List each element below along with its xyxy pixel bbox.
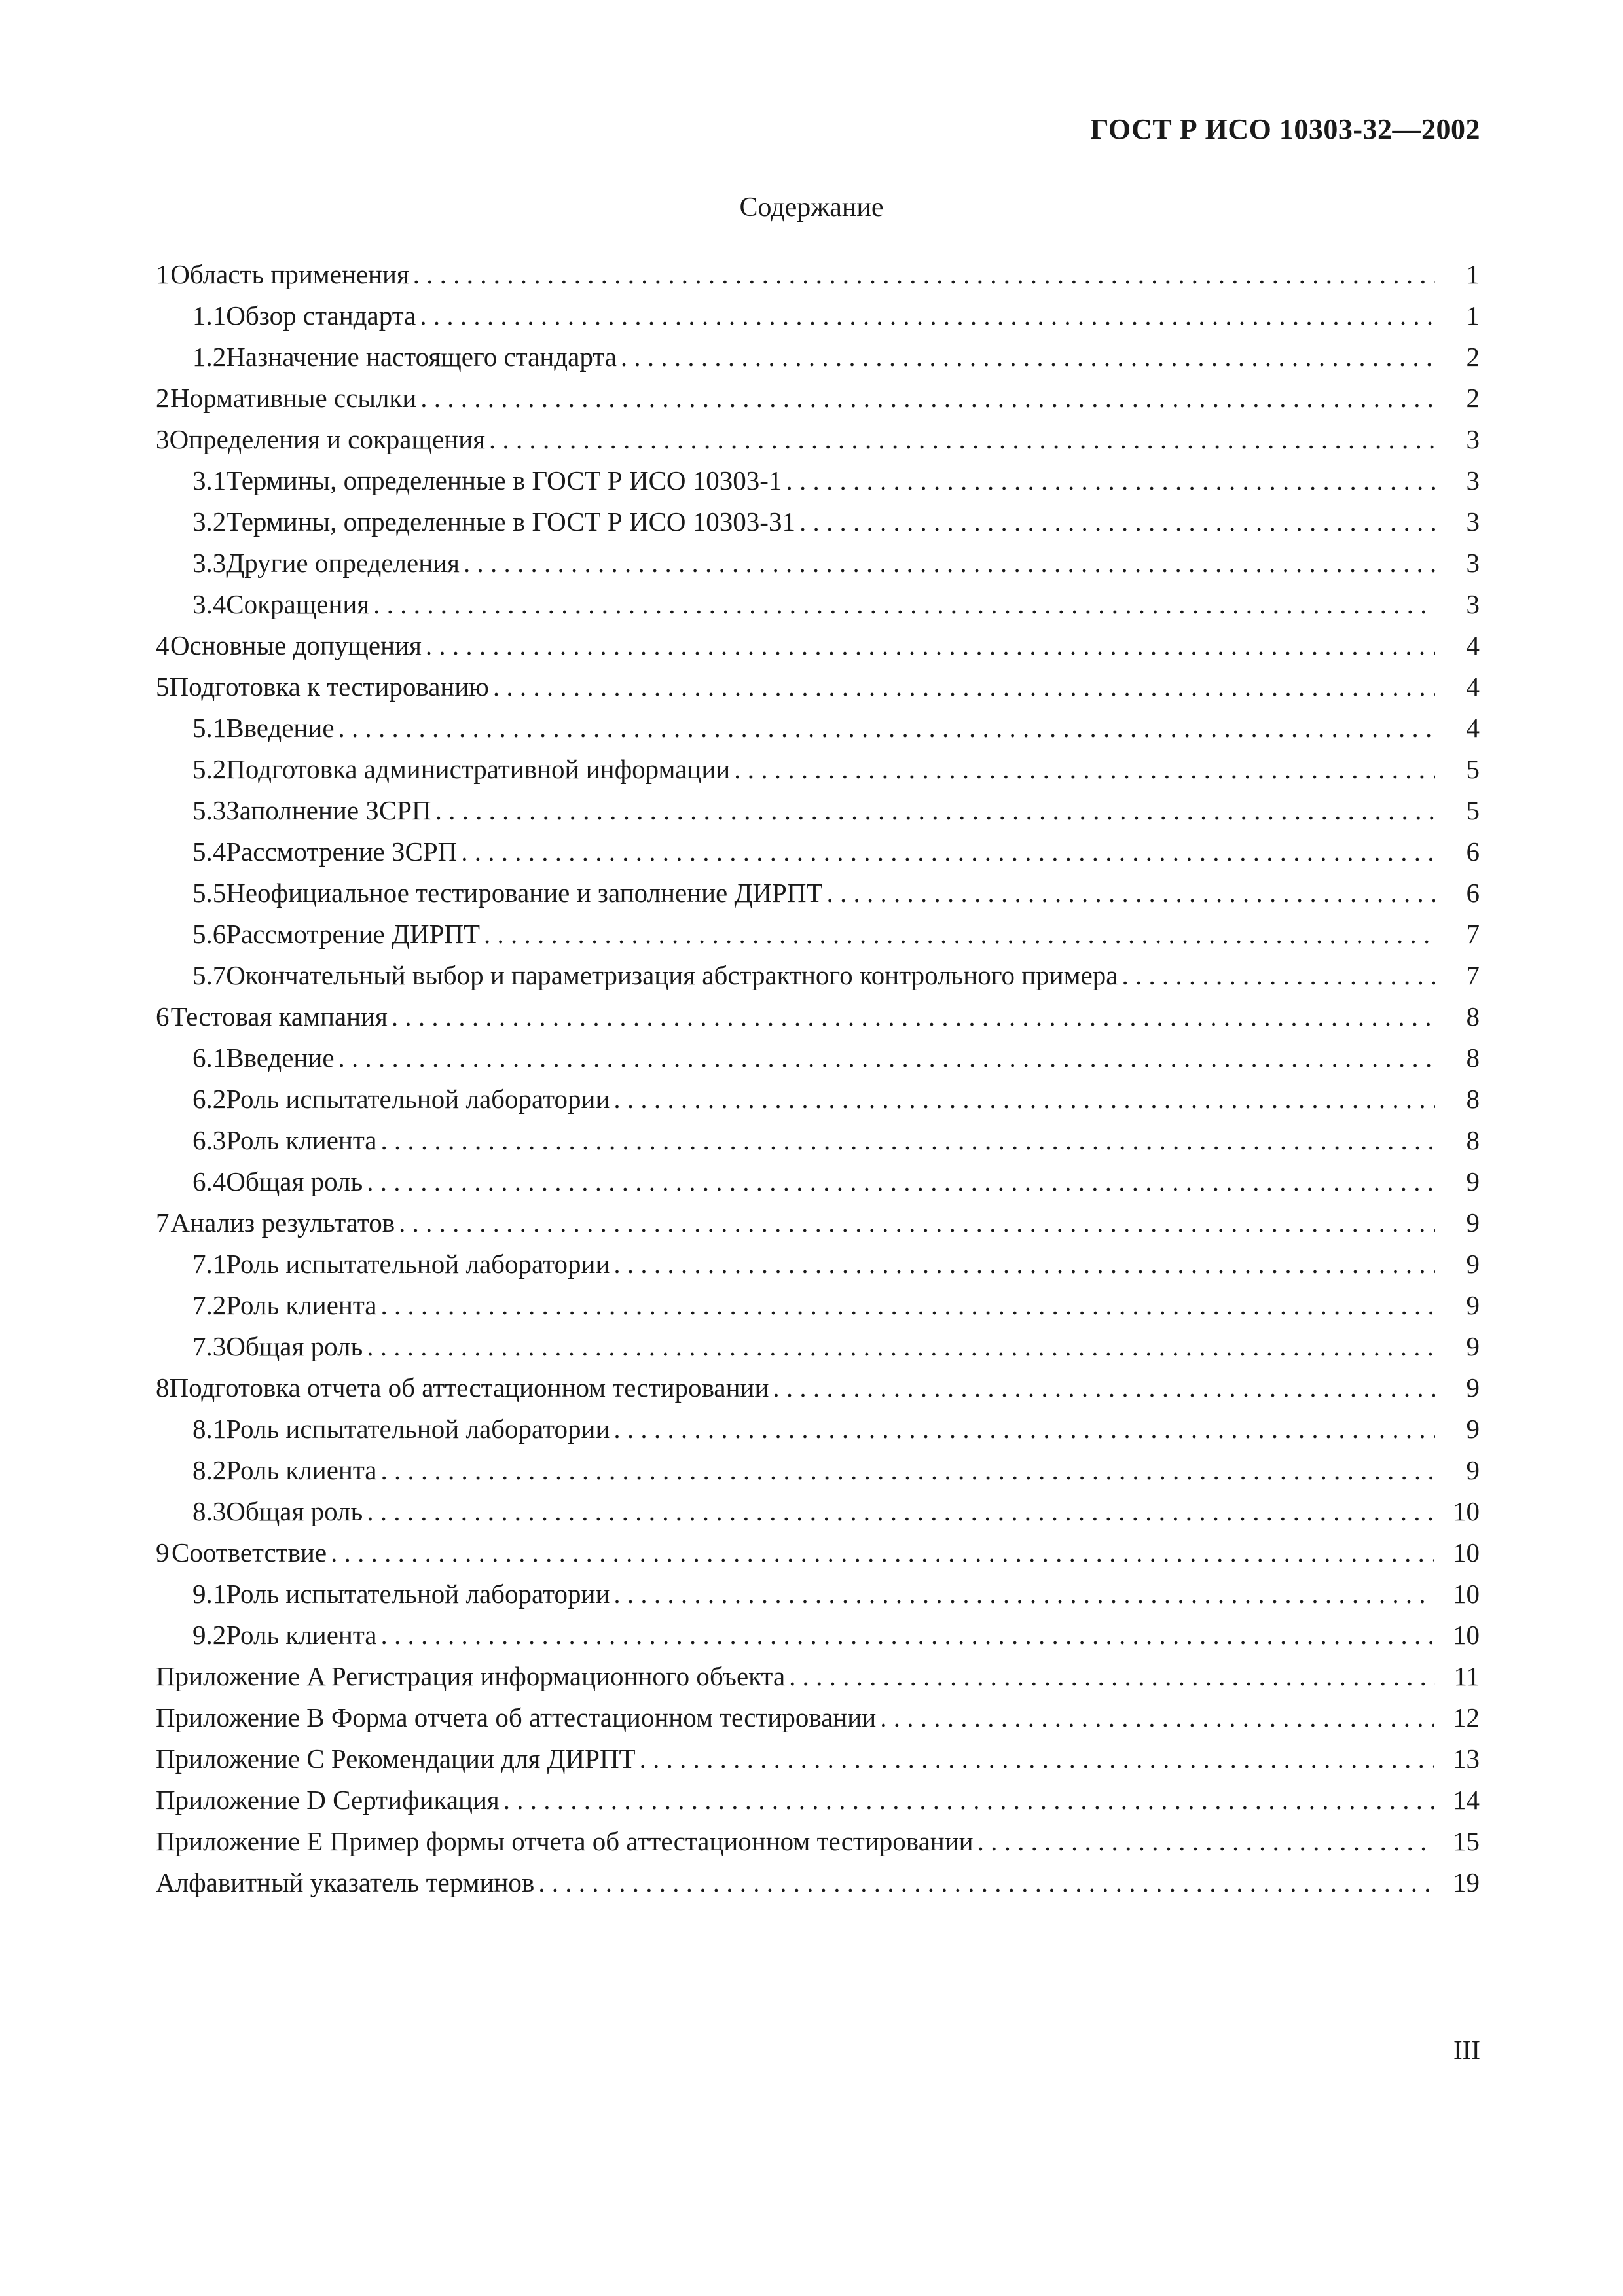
toc-entry (156, 254, 1480, 295)
toc-entry (156, 1738, 1480, 1780)
toc-entry (156, 1037, 1480, 1079)
toc-entry-page: 9 (1466, 1249, 1480, 1279)
toc-entry (156, 295, 1480, 336)
dot-leader (426, 625, 1435, 666)
toc-entry-page: 19 (1453, 1867, 1480, 1897)
toc-entry-page: 3 (1466, 465, 1480, 495)
dot-leader (338, 1037, 1435, 1079)
toc-entry-title: Роль клиента (226, 1455, 377, 1485)
toc-entry (156, 1285, 1480, 1326)
toc-entry-number: 5.1 (192, 713, 227, 743)
dot-leader (503, 1780, 1434, 1821)
toc-entry-title: Нормативные ссылки (170, 383, 417, 413)
toc-entry (156, 501, 1480, 543)
toc-entry-number: 5 (156, 672, 170, 702)
dot-leader (734, 749, 1435, 790)
toc-entry-title: Общая роль (226, 1331, 363, 1361)
dot-leader (827, 872, 1436, 914)
toc-entry-title: Термины, определенные в ГОСТ Р ИСО 10303-31 (226, 507, 795, 537)
toc-entry-title: Рассмотрение ЗСРП (226, 836, 458, 867)
dot-leader (399, 1202, 1435, 1244)
toc-entry-title: Подготовка отчета об аттестационном тестировании (169, 1372, 769, 1403)
toc-entry-title: Общая роль (226, 1496, 363, 1526)
toc-entry-page: 14 (1453, 1785, 1480, 1815)
toc-entry (156, 543, 1480, 584)
dot-leader (373, 584, 1435, 625)
toc-entry (156, 1615, 1480, 1656)
toc-entry (156, 914, 1480, 955)
toc-entry-page: 6 (1466, 878, 1480, 908)
toc-entry-title: Роль испытательной лаборатории (226, 1579, 610, 1609)
toc-entry (156, 460, 1480, 501)
dot-leader (613, 1244, 1435, 1285)
toc-entry-page: 4 (1466, 713, 1480, 743)
toc-entry-number: 3.2 (192, 507, 227, 537)
toc-entry (156, 1202, 1480, 1244)
toc-entry-number: 8.3 (192, 1496, 227, 1526)
toc-entry (156, 872, 1480, 914)
toc-entry-page: 4 (1466, 672, 1480, 702)
toc-entry (156, 1697, 1480, 1738)
toc-entry-page: 5 (1466, 795, 1480, 825)
toc-entry-title: Анализ результатов (170, 1208, 395, 1238)
dot-leader (380, 1285, 1435, 1326)
toc-entry-number: 3.3 (192, 548, 227, 578)
toc-entry-page: 9 (1466, 1166, 1480, 1196)
dot-leader (789, 1656, 1435, 1697)
toc-entry-page: 10 (1453, 1496, 1480, 1526)
dot-leader (621, 336, 1435, 378)
toc-entry-number: 6.2 (192, 1084, 227, 1114)
toc-entry (156, 1573, 1480, 1615)
toc-entry-number: 3.4 (192, 589, 227, 619)
toc-entry-number: 5.7 (192, 960, 227, 990)
toc-entry-number: 7 (156, 1208, 170, 1238)
toc-entry-title: Подготовка к тестированию (169, 672, 489, 702)
dot-leader (538, 1862, 1434, 1903)
toc-entry-number: 6.4 (192, 1166, 227, 1196)
toc-entry-number: 7.2 (192, 1290, 227, 1320)
toc-entry (156, 1367, 1480, 1408)
toc-entry (156, 1821, 1480, 1862)
toc-entry-page: 2 (1466, 383, 1480, 413)
toc-entry (156, 1491, 1480, 1532)
toc-entry-page: 12 (1453, 1702, 1480, 1732)
toc-entry-title: Роль клиента (226, 1125, 377, 1155)
toc-entry-page: 1 (1466, 259, 1480, 289)
toc-entry-number: 5.5 (192, 878, 227, 908)
toc-entry (156, 1161, 1480, 1202)
dot-leader (413, 254, 1435, 295)
toc-entry (156, 378, 1480, 419)
toc-entry-title: Введение (226, 1043, 335, 1073)
toc-entry-number: 5.2 (192, 754, 227, 784)
toc-entry (156, 831, 1480, 872)
toc-entry (156, 955, 1480, 996)
toc-entry-title: Роль испытательной лаборатории (226, 1084, 610, 1114)
toc-entry-title: Сокращения (226, 589, 370, 619)
toc-entry-number: 7.1 (192, 1249, 227, 1279)
toc-entry-page: 9 (1466, 1208, 1480, 1238)
toc-entry-number: 9 (156, 1537, 170, 1568)
dot-leader (420, 378, 1435, 419)
toc-entry-number: 6.1 (192, 1043, 227, 1073)
toc-entry-page: 4 (1466, 630, 1480, 660)
toc-entry-title: Приложение D Сертификация (156, 1785, 500, 1815)
dot-leader (464, 543, 1435, 584)
toc-entry-number: 1.2 (192, 342, 227, 372)
toc-entry (156, 1780, 1480, 1821)
toc-entry-page: 8 (1466, 1001, 1480, 1031)
dot-leader (640, 1738, 1434, 1780)
toc-entry-page: 10 (1453, 1579, 1480, 1609)
dot-leader (613, 1408, 1435, 1450)
dot-leader (420, 295, 1435, 336)
toc-entry-title: Соответствие (172, 1537, 327, 1568)
toc-entry-number: 9.2 (192, 1620, 227, 1650)
dot-leader (1122, 955, 1435, 996)
toc-entry (156, 419, 1480, 460)
dot-leader (338, 708, 1435, 749)
toc-entry-page: 3 (1466, 507, 1480, 537)
toc-entry-page: 10 (1453, 1620, 1480, 1650)
dot-leader (977, 1821, 1434, 1862)
toc-entry (156, 1862, 1480, 1903)
toc-entry (156, 336, 1480, 378)
toc-entry-number: 1 (156, 259, 170, 289)
toc-entry-number: 6 (156, 1001, 170, 1031)
toc-entry-number: 8.1 (192, 1414, 227, 1444)
toc-entry-page: 5 (1466, 754, 1480, 784)
dot-leader (367, 1326, 1435, 1367)
dot-leader (773, 1367, 1435, 1408)
dot-leader (380, 1120, 1435, 1161)
dot-leader (484, 914, 1435, 955)
dot-leader (613, 1573, 1434, 1615)
toc-entry-title: Введение (226, 713, 335, 743)
toc-entry (156, 1656, 1480, 1697)
toc-entry-number: 2 (156, 383, 170, 413)
toc-entry-page: 9 (1466, 1290, 1480, 1320)
toc-entry-page: 7 (1466, 919, 1480, 949)
toc-entry-title: Заполнение ЗСРП (226, 795, 431, 825)
toc-entry-number: 5.4 (192, 836, 227, 867)
toc-entry (156, 1244, 1480, 1285)
toc-entry-title: Неофициальное тестирование и заполнение ДИРПТ (226, 878, 823, 908)
toc-entry-title: Обзор стандарта (226, 300, 416, 331)
table-of-contents (156, 254, 1480, 1903)
toc-entry-number: 6.3 (192, 1125, 227, 1155)
toc-entry-title: Приложение B Форма отчета об аттестационном тестировании (156, 1702, 877, 1732)
toc-entry-page: 8 (1466, 1043, 1480, 1073)
toc-entry (156, 584, 1480, 625)
toc-entry (156, 1408, 1480, 1450)
toc-entry (156, 1532, 1480, 1573)
toc-entry-page: 10 (1453, 1537, 1480, 1568)
toc-entry-number: 5.6 (192, 919, 227, 949)
toc-entry-number: 7.3 (192, 1331, 227, 1361)
toc-entry (156, 666, 1480, 708)
toc-entry-title: Приложение A Регистрация информационного объекта (156, 1661, 786, 1691)
dot-leader (380, 1615, 1434, 1656)
toc-entry-number: 3.1 (192, 465, 227, 495)
toc-entry-page: 8 (1466, 1084, 1480, 1114)
toc-entry-number: 9.1 (192, 1579, 227, 1609)
toc-entry-title: Алфавитный указатель терминов (156, 1867, 535, 1897)
toc-entry-title: Приложение E Пример формы отчета об аттестационном тестировании (156, 1826, 974, 1856)
toc-entry-title: Роль испытательной лаборатории (226, 1249, 610, 1279)
toc-entry-title: Роль клиента (226, 1290, 377, 1320)
toc-entry (156, 749, 1480, 790)
toc-entry-page: 8 (1466, 1125, 1480, 1155)
toc-entry-title: Роль испытательной лаборатории (226, 1414, 610, 1444)
dot-leader (493, 666, 1435, 708)
toc-entry-page: 3 (1466, 424, 1480, 454)
toc-entry-title: Приложение C Рекомендации для ДИРПТ (156, 1744, 636, 1774)
toc-entry (156, 790, 1480, 831)
toc-entry-page: 7 (1466, 960, 1480, 990)
dot-leader (786, 460, 1435, 501)
toc-entry-title: Определения и сокращения (169, 424, 485, 454)
document-header: ГОСТ Р ИСО 10303-32—2002 (1090, 113, 1480, 145)
toc-entry-page: 6 (1466, 836, 1480, 867)
toc-entry (156, 708, 1480, 749)
toc-entry-title: Роль клиента (226, 1620, 377, 1650)
toc-entry-number: 8 (156, 1372, 170, 1403)
toc-entry (156, 1120, 1480, 1161)
toc-entry (156, 1450, 1480, 1491)
dot-leader (435, 790, 1435, 831)
toc-entry-page: 3 (1466, 589, 1480, 619)
toc-entry-page: 15 (1453, 1826, 1480, 1856)
toc-entry-page: 9 (1466, 1331, 1480, 1361)
toc-entry (156, 625, 1480, 666)
toc-entry-page: 9 (1466, 1414, 1480, 1444)
toc-entry-title: Тестовая кампания (170, 1001, 388, 1031)
dot-leader (799, 501, 1435, 543)
toc-entry-page: 2 (1466, 342, 1480, 372)
toc-entry (156, 1326, 1480, 1367)
dot-leader (613, 1079, 1435, 1120)
toc-entry-number: 1.1 (192, 300, 227, 331)
toc-entry-title: Окончательный выбор и параметризация абстрактного контрольного примера (226, 960, 1118, 990)
toc-entry-page: 13 (1453, 1744, 1480, 1774)
toc-entry (156, 1079, 1480, 1120)
toc-entry-title: Область применения (170, 259, 409, 289)
dot-leader (880, 1697, 1434, 1738)
dot-leader (392, 996, 1435, 1037)
toc-entry-title: Подготовка административной информации (226, 754, 731, 784)
toc-entry-number: 8.2 (192, 1455, 227, 1485)
dot-leader (367, 1491, 1434, 1532)
dot-leader (367, 1161, 1435, 1202)
dot-leader (331, 1532, 1434, 1573)
dot-leader (461, 831, 1435, 872)
toc-entry-page: 11 (1453, 1661, 1480, 1691)
page-number: III (1453, 2035, 1480, 2065)
toc-entry-title: Основные допущения (170, 630, 422, 660)
toc-entry (156, 996, 1480, 1037)
toc-entry-number: 3 (156, 424, 170, 454)
toc-entry-number: 4 (156, 630, 170, 660)
toc-entry-title: Термины, определенные в ГОСТ Р ИСО 10303-1 (226, 465, 782, 495)
toc-entry-number: 5.3 (192, 795, 227, 825)
dot-leader (380, 1450, 1435, 1491)
toc-entry-title: Другие определения (226, 548, 460, 578)
dot-leader (489, 419, 1435, 460)
toc-entry-page: 1 (1466, 300, 1480, 331)
toc-entry-page: 9 (1466, 1455, 1480, 1485)
toc-entry-title: Общая роль (226, 1166, 363, 1196)
toc-entry-title: Рассмотрение ДИРПТ (226, 919, 481, 949)
toc-title: Содержание (739, 192, 884, 223)
toc-entry-page: 9 (1466, 1372, 1480, 1403)
toc-entry-title: Назначение настоящего стандарта (226, 342, 617, 372)
toc-entry-page: 3 (1466, 548, 1480, 578)
